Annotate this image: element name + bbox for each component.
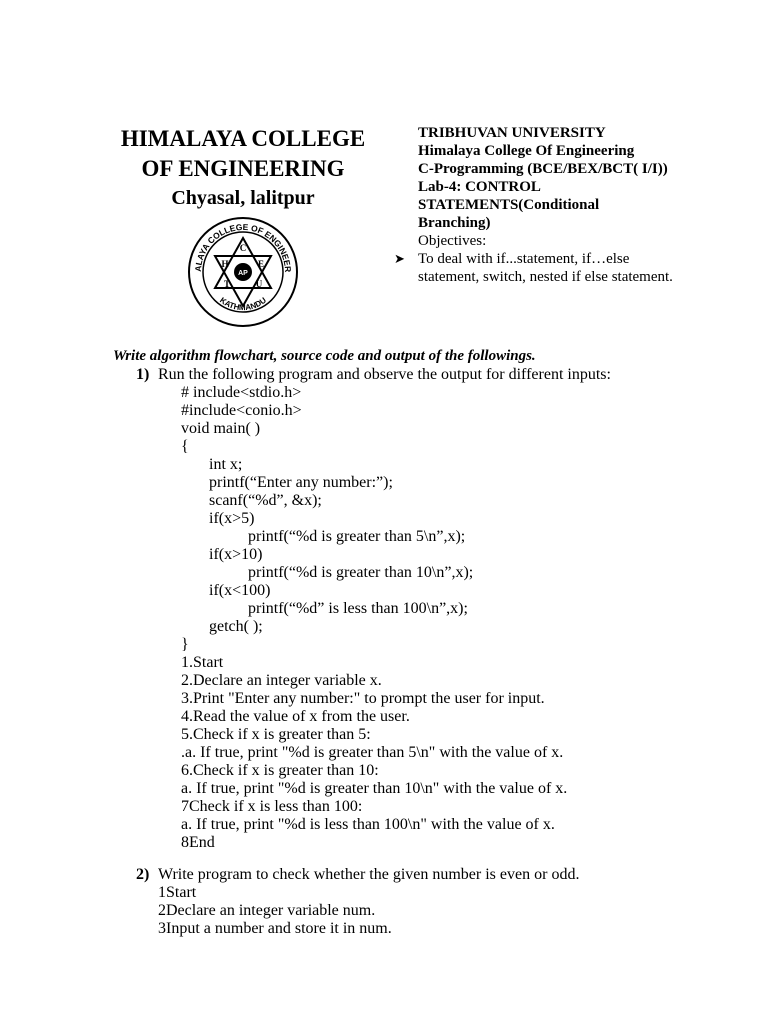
code-line: if(x>10) bbox=[209, 546, 263, 563]
code-line: #include<conio.h> bbox=[181, 402, 302, 419]
course-subject: C-Programming (BCE/BEX/BCT( I/I)) bbox=[418, 161, 668, 177]
code-line: printf(“%d” is less than 100\n”,x); bbox=[248, 600, 468, 617]
algorithm-step: 1Start bbox=[158, 884, 197, 901]
algorithm-step: 4.Read the value of x from the user. bbox=[181, 708, 410, 725]
algorithm-step: 2.Declare an integer variable x. bbox=[181, 672, 382, 689]
seal-bottom-text: KATHMANDU bbox=[218, 295, 268, 313]
college-header bbox=[110, 124, 376, 210]
q1-number: 1) bbox=[136, 366, 150, 383]
seal-letter: H bbox=[221, 259, 229, 269]
code-line: printf(“Enter any number:”); bbox=[209, 474, 393, 491]
seal-letter: E bbox=[257, 259, 265, 269]
code-line: printf(“%d is greater than 5\n”,x); bbox=[248, 528, 466, 545]
objectives-label: Objectives: bbox=[418, 233, 487, 249]
code-line: { bbox=[181, 438, 189, 455]
q1-text: Run the following program and observe the output for different inputs: bbox=[158, 366, 611, 383]
algorithm-step: 6.Check if x is greater than 10: bbox=[181, 762, 379, 779]
code-line: if(x>5) bbox=[209, 510, 255, 527]
lab-title-1: Lab-4: CONTROL bbox=[418, 179, 541, 195]
objective-text-2: statement, switch, nested if else statement. bbox=[418, 269, 673, 285]
algorithm-step: a. If true, print "%d is less than 100\n" with the value of x. bbox=[181, 816, 555, 833]
algorithm-step: 5.Check if x is greater than 5: bbox=[181, 726, 371, 743]
college-location: Chyasal, lalitpur bbox=[171, 187, 315, 209]
code-line: void main( ) bbox=[181, 420, 261, 437]
seal-letter: C bbox=[239, 243, 247, 253]
seal-letter: T bbox=[223, 279, 231, 289]
university-name: TRIBHUVAN UNIVERSITY bbox=[418, 125, 606, 141]
q2-number: 2) bbox=[136, 866, 150, 883]
algorithm-step: .a. If true, print "%d is greater than 5\n" with the value of x. bbox=[181, 744, 564, 761]
college-name-line1: HIMALAYA COLLEGE bbox=[120, 126, 366, 151]
algorithm-step: 7Check if x is less than 100: bbox=[181, 798, 363, 815]
college-name-line2: OF ENGINEERING bbox=[141, 156, 345, 181]
code-line: getch( ); bbox=[209, 618, 263, 635]
seal-ring-text: ALAYA COLLEGE OF ENGINEER bbox=[192, 221, 294, 273]
objective-item bbox=[394, 250, 718, 286]
algorithm-step: 3Input a number and store it in num. bbox=[158, 920, 392, 937]
instruction-heading: Write algorithm flowchart, source code and output of the followings. bbox=[113, 348, 536, 364]
seal-letter: U bbox=[255, 279, 263, 289]
algorithm-step: 8End bbox=[181, 834, 215, 851]
code-line: # include<stdio.h> bbox=[181, 384, 302, 401]
course-college: Himalaya College Of Engineering bbox=[418, 143, 635, 159]
lab-title-2: STATEMENTS(Conditional bbox=[418, 197, 600, 213]
algorithm-step: 1.Start bbox=[181, 654, 224, 671]
code-line: if(x<100) bbox=[209, 582, 271, 599]
arrow-bullet-icon: ➤ bbox=[394, 251, 405, 266]
code-line: } bbox=[181, 636, 189, 653]
seal-center-text: AP bbox=[238, 270, 248, 277]
algorithm-step: a. If true, print "%d is greater than 10\n" with the value of x. bbox=[181, 780, 568, 797]
lab-title-3: Branching) bbox=[418, 215, 491, 231]
code-line: scanf(“%d”, &x); bbox=[209, 492, 322, 509]
course-info bbox=[394, 124, 718, 286]
algorithm-step: 2Declare an integer variable num. bbox=[158, 902, 376, 919]
objective-text-1: To deal with if...statement, if…else bbox=[418, 251, 630, 267]
q2-text: Write program to check whether the given number is even or odd. bbox=[158, 866, 580, 883]
code-line: printf(“%d is greater than 10\n”,x); bbox=[248, 564, 474, 581]
college-seal-icon bbox=[187, 216, 299, 328]
code-line: int x; bbox=[209, 456, 243, 473]
algorithm-step: 3.Print "Enter any number:" to prompt the user for input. bbox=[181, 690, 545, 707]
